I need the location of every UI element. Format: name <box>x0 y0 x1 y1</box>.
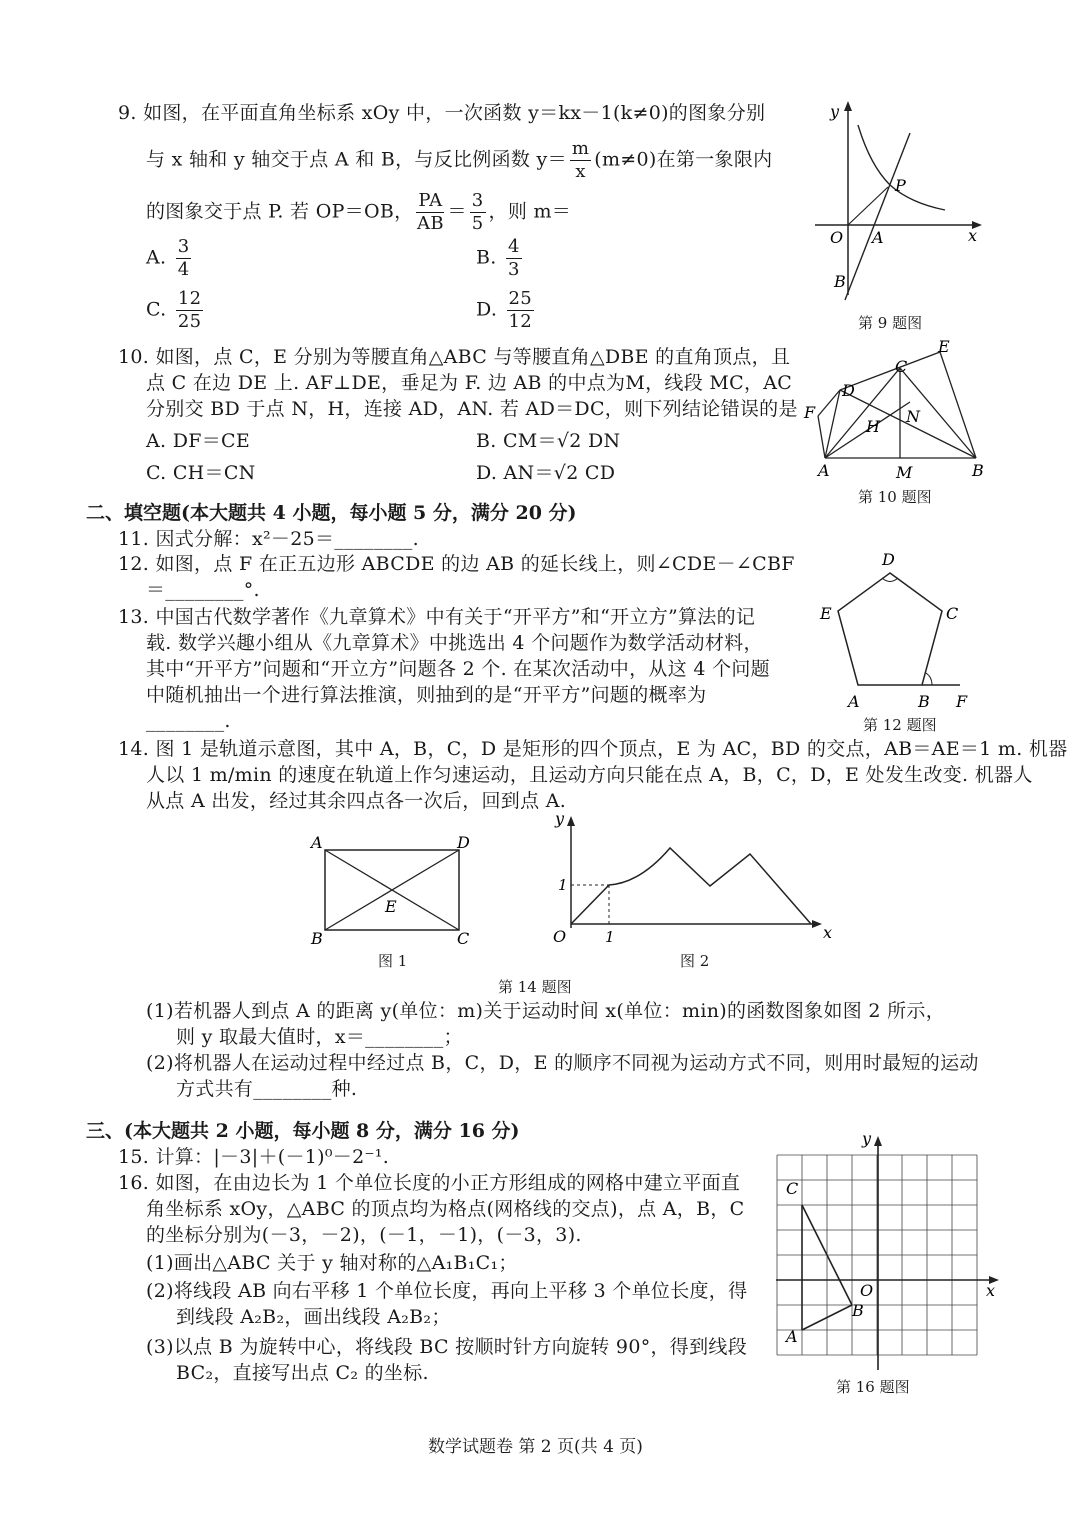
q16-figure <box>770 1130 1000 1375</box>
q14-part1-line2: 则 y 取最大值时，x＝________； <box>176 1026 463 1048</box>
label-o: O <box>830 228 844 247</box>
label-x: x <box>823 923 833 942</box>
label-e: E <box>938 338 950 356</box>
label-e: E <box>385 897 397 916</box>
frac-den: 12 <box>508 311 533 332</box>
q13-line2: 载. 数学兴趣小组从《九章算术》中挑选出 4 个问题作为数学活动材料， <box>146 632 763 654</box>
q16-line2: 角坐标系 xOy，△ABC 的顶点均为格点(网格线的交点)，点 A，B，C <box>146 1198 745 1220</box>
q14-part1-line1: (1)若机器人到点 A 的距离 y(单位：m)关于运动时间 x(单位：min)的函数图象如图 2 所示， <box>146 1000 946 1022</box>
q9-option-b <box>476 236 525 281</box>
q10-caption: 第 10 题图 <box>858 488 932 506</box>
frac-den: 5 <box>471 213 484 234</box>
grid <box>777 1155 977 1355</box>
q10-option-a: A. DF＝CE <box>146 430 251 452</box>
label-a: A <box>848 692 860 711</box>
q16-step2-line1: (2)将线段 AB 向右平移 1 个单位长度，再向上平移 3 个单位长度，得 <box>146 1280 748 1302</box>
q9-line3 <box>146 190 571 235</box>
q14-caption: 第 14 题图 <box>498 978 572 996</box>
section-3-heading: 三、(本大题共 2 小题，每小题 8 分，满分 16 分) <box>86 1120 520 1142</box>
page-footer: 数学试题卷 第 2 页(共 4 页) <box>428 1437 643 1457</box>
label-b: B <box>311 929 323 948</box>
q16-step3-line1: (3)以点 B 为旋转中心，将线段 BC 按顺时针方向旋转 90°，得到线段 <box>146 1336 748 1358</box>
option-label: B. <box>476 246 497 269</box>
q13-line1: 13. 中国古代数学著作《九章算术》中有关于“开平方”和“开立方”算法的记 <box>118 606 756 628</box>
q9-fraction-pa-ab <box>416 190 444 235</box>
q10-line3: 分别交 BD 于点 N，H，连接 AD，AN. 若 AD＝DC，则下列结论错误的是 <box>146 398 798 420</box>
q9-option-c <box>146 288 206 333</box>
y-axis-arrow-icon <box>874 1136 882 1146</box>
label-m: M <box>896 463 913 482</box>
y-axis-arrow-icon <box>567 816 575 826</box>
hyperbola-curve <box>858 125 945 210</box>
option-fraction <box>507 288 535 333</box>
linear-function-line <box>845 133 910 300</box>
frac-num: 12 <box>177 288 202 309</box>
q16-line3: 的坐标分别为(－3，－2)，(－1，－1)，(－3，3). <box>146 1224 582 1246</box>
distance-time-graph <box>571 848 811 924</box>
label-y: y <box>830 102 840 121</box>
label-o: O <box>553 927 567 946</box>
section-2-heading: 二、填空题(本大题共 4 小题，每小题 5 分，满分 20 分) <box>86 502 577 524</box>
q14-line2: 人以 1 m/min 的速度在轨道上作匀速运动，且运动方向只能在点 A，B，C，D，E 处发生改变. 机器人 <box>146 764 1033 786</box>
label-a: A <box>818 461 830 480</box>
label-b: B <box>918 692 930 711</box>
frac-num: 3 <box>471 190 484 211</box>
label-h: H <box>866 417 880 436</box>
q9-line2-a: 与 x 轴和 y 轴交于点 A 和 B，与反比例函数 y＝ <box>146 148 567 171</box>
label-o: O <box>860 1281 874 1300</box>
q14-figure1 <box>305 828 485 953</box>
q11-text: 11. 因式分解：x²－25＝________. <box>118 528 420 550</box>
label-b: B <box>852 1301 864 1320</box>
q10-option-c: C. CH＝CN <box>146 462 256 484</box>
q9-option-d <box>476 288 537 333</box>
q10-line1: 10. 如图，点 C，E 分别为等腰直角△ABC 与等腰直角△DBE 的直角顶点，且 <box>118 346 791 368</box>
label-a: A <box>872 228 884 247</box>
q12-line1: 12. 如图，点 F 在正五边形 ABCDE 的边 AB 的延长线上，则∠CDE－∠CBF <box>118 553 795 575</box>
q9-figure <box>800 95 1000 310</box>
q9-fraction-3-5 <box>470 190 486 235</box>
q14-fig2-caption: 图 2 <box>680 952 710 970</box>
label-c: C <box>946 604 959 623</box>
label-p: P <box>895 176 906 195</box>
label-y: y <box>555 809 565 828</box>
frac-den: 25 <box>177 311 202 332</box>
label-n: N <box>906 407 920 426</box>
label-c: C <box>786 1179 799 1198</box>
q16-caption: 第 16 题图 <box>836 1378 910 1396</box>
q13-line3: 其中“开平方”问题和“开立方”问题各 2 个. 在某次活动中，从这 4 个问题 <box>146 658 770 680</box>
q9-line3-a: 的图象交于点 P. 若 OP＝OB， <box>146 200 414 223</box>
frac-num: PA <box>418 190 443 211</box>
q16-line1: 16. 如图，在由边长为 1 个单位长度的小正方形组成的网格中建立平面直 <box>118 1172 741 1194</box>
label-e: E <box>820 604 832 623</box>
q10-option-d: D. AN＝√2 CD <box>476 462 616 484</box>
q9-line2 <box>146 138 772 183</box>
option-fraction <box>506 236 522 281</box>
q13-line4: 中随机抽出一个进行算法推演，则抽到的是“开平方”问题的概率为 <box>146 684 707 706</box>
label-d: D <box>457 833 470 852</box>
q10-option-b: B. CM＝√2 DN <box>476 430 621 452</box>
q10-line2: 点 C 在边 DE 上. AF⊥DE，垂足为 F. 边 AB 的中点为M，线段 MC，AC <box>146 372 793 394</box>
label-x: x <box>986 1281 996 1300</box>
q12-caption: 第 12 题图 <box>863 716 937 734</box>
q14-figure2 <box>545 808 845 953</box>
label-d: D <box>842 381 855 400</box>
label-a: A <box>311 833 323 852</box>
q14-line3: 从点 A 出发，经过其余四点各一次后，回到点 A. <box>146 790 567 812</box>
label-x: x <box>968 226 978 245</box>
q9-line1: 9. 如图，在平面直角坐标系 xOy 中，一次函数 y＝kx－1(k≠0)的图象分别 <box>118 102 766 124</box>
label-a: A <box>786 1327 798 1346</box>
q14-part2-line1: (2)将机器人在运动过程中经过点 B，C，D，E 的顺序不同视为运动方式不同，则用时最短的运动 <box>146 1052 979 1074</box>
q9-line2-b: (m≠0)在第一象限内 <box>594 148 773 171</box>
label-d: D <box>882 550 895 569</box>
q15-text: 15. 计算：|－3|＋(－1)⁰－2⁻¹. <box>118 1146 390 1168</box>
frac-den: x <box>575 161 586 182</box>
frac-den: 3 <box>507 259 520 280</box>
y-axis-arrow-icon <box>844 101 852 111</box>
option-label: C. <box>146 298 167 321</box>
label-x-one: 1 <box>605 928 615 946</box>
angle-d-mark <box>882 578 898 582</box>
q12-figure <box>810 545 990 715</box>
frac-num: 3 <box>177 236 190 257</box>
option-label: A. <box>146 246 167 269</box>
label-c: C <box>457 929 470 948</box>
frac-num: m <box>571 138 590 159</box>
q9-option-a <box>146 236 194 281</box>
q14-line1: 14. 图 1 是轨道示意图，其中 A，B，C，D 是矩形的四个顶点，E 为 AC，BD 的交点，AB＝AE＝1 m. 机器 <box>118 738 1068 760</box>
label-f: F <box>804 403 816 422</box>
frac-num: 25 <box>508 288 533 309</box>
angle-cbf-mark <box>926 673 932 685</box>
x-axis-arrow-icon <box>812 920 822 928</box>
frac-den: 4 <box>177 259 190 280</box>
q9-fraction-m-over-x <box>570 138 591 183</box>
label-y: y <box>862 1130 872 1148</box>
frac-den: AB <box>417 213 444 234</box>
q9-line3-b: ，则 m＝ <box>488 200 572 223</box>
option-fraction <box>176 236 192 281</box>
q10-figure <box>800 338 1000 483</box>
q16-step1: (1)画出△ABC 关于 y 轴对称的△A₁B₁C₁； <box>146 1252 518 1274</box>
option-label: D. <box>476 298 498 321</box>
q16-step2-line2: 到线段 A₂B₂，画出线段 A₂B₂； <box>176 1306 451 1328</box>
q13-line5: ________. <box>146 710 231 732</box>
pentagon <box>838 573 942 685</box>
q14-part2-line2: 方式共有________种. <box>176 1078 358 1100</box>
label-b: B <box>972 461 984 480</box>
q9-caption: 第 9 题图 <box>858 314 923 332</box>
label-c: C <box>895 357 908 376</box>
q12-line2: ＝________°. <box>146 579 260 601</box>
q16-step3-line2: BC₂，直接写出点 C₂ 的坐标. <box>176 1362 429 1384</box>
equals-sign: ＝ <box>447 200 467 223</box>
label-y-one: 1 <box>558 876 568 894</box>
q14-fig1-caption: 图 1 <box>378 952 408 970</box>
frac-num: 4 <box>507 236 520 257</box>
option-fraction <box>176 288 204 333</box>
label-f: F <box>956 692 968 711</box>
label-b: B <box>834 272 846 291</box>
